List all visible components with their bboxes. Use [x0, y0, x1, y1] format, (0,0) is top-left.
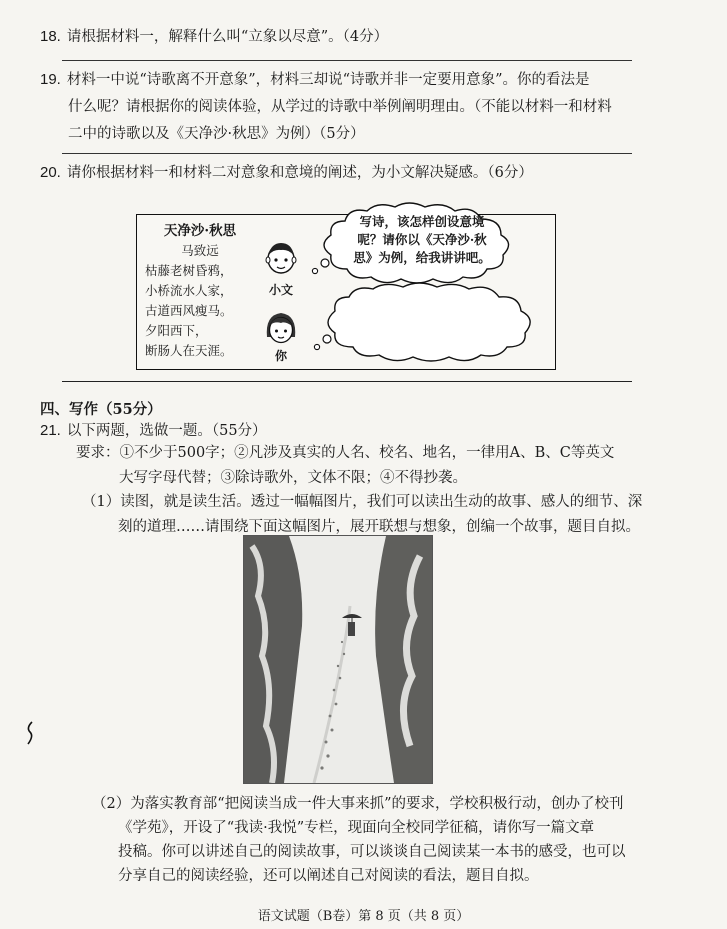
- question-number: 20.: [40, 164, 61, 181]
- question-number: 19.: [40, 71, 61, 88]
- question-text-line: 材料一中说“诗歌离不开意象”，材料三却说“诗歌并非一定要用意象”。你的看法是: [66, 72, 590, 88]
- option-1: [82, 490, 642, 540]
- requirements: [76, 441, 614, 491]
- option-line: 《学苑》，开设了“我读·我悦”专栏，现面向全校同学征稿，请你写一篇文章: [118, 820, 595, 836]
- empty-thought-bubble-icon: [305, 281, 545, 365]
- option-line: 投稿。你可以讲述自己的阅读故事，可以谈谈自己阅读某一本书的感受，也可以: [118, 844, 626, 860]
- question-text-line: 什么呢？请根据你的阅读体验，从学过的诗歌中举例阐明理由。（不能以材料一和材料: [68, 99, 612, 115]
- snow-scene-icon: [244, 536, 432, 783]
- question-text-line: 二中的诗歌以及《天净沙·秋思》为例）（5分）: [68, 126, 365, 142]
- question-18: [40, 26, 388, 48]
- speaker-label-you: 你: [275, 349, 288, 363]
- question-20: [40, 162, 533, 184]
- bubble-text-xiaowen: [342, 213, 502, 267]
- bubble-line: 呢？请你以《天净沙·秋: [357, 232, 487, 247]
- question-number: 18.: [40, 28, 61, 45]
- option-line: （1）读图，就是读生活。透过一幅幅图片，我们可以读出生动的故事、感人的细节、深: [82, 494, 643, 510]
- option-2: [92, 792, 626, 888]
- option-line: （2）为落实教育部“把阅读当成一件大事来抓”的要求，学校积极行动，创办了校刊: [92, 796, 624, 812]
- poem-line: 断肠人在天涯。: [145, 343, 233, 358]
- poem-author: 马致远: [181, 243, 219, 258]
- poem-line: 古道西风瘦马。: [145, 303, 233, 318]
- snow-path-photo: [243, 535, 433, 784]
- poem-line: 小桥流水人家，: [145, 283, 233, 298]
- page-footer: 语文试题（B卷）第 8 页（共 8 页）: [257, 909, 470, 924]
- boy-avatar: [261, 237, 301, 283]
- speaker-label-xiaowen: 小文: [269, 283, 294, 297]
- option-line: 分享自己的阅读经验，还可以阐述自己对阅读的看法，题目自拟。: [118, 868, 539, 884]
- option-line: 刻的道理……请围绕下面这幅图片，展开联想与想象，创编一个故事，题目自拟。: [118, 519, 640, 535]
- requirement-line: 要求：①不少于500字；②凡涉及真实的人名、校名、地名，一律用A、B、C等英文: [76, 445, 615, 461]
- question-21: [40, 420, 267, 442]
- section-divider: [62, 381, 632, 382]
- poem-line: 枯藤老树昏鸦，: [145, 263, 233, 278]
- question-number: 21.: [40, 422, 61, 439]
- requirement-line: 大写字母代替；③除诗歌外，文体不限；④不得抄袭。: [119, 470, 467, 486]
- poem-dialogue-box: [136, 214, 556, 370]
- poem-block: [145, 221, 255, 361]
- question-text: 请根据材料一，解释什么叫“立象以尽意”。（4分）: [66, 29, 389, 45]
- section-heading: 四、写作（55分）: [40, 401, 162, 418]
- question-19: [40, 66, 612, 148]
- answer-line: [62, 153, 632, 154]
- bubble-line: 写诗，该怎样创设意境: [359, 214, 485, 229]
- poem-title: 天净沙·秋思: [163, 223, 237, 239]
- bubble-line: 思》为例，给我讲讲吧。: [353, 250, 491, 265]
- answer-line: [62, 60, 632, 61]
- question-text: 请你根据材料一和材料二对意象和意境的阐述，为小文解决疑感。（6分）: [66, 165, 533, 181]
- poem-line: 夕阳西下，: [145, 323, 208, 338]
- margin-mark-icon: [24, 720, 36, 746]
- question-text: 以下两题，选做一题。（55分）: [66, 423, 267, 439]
